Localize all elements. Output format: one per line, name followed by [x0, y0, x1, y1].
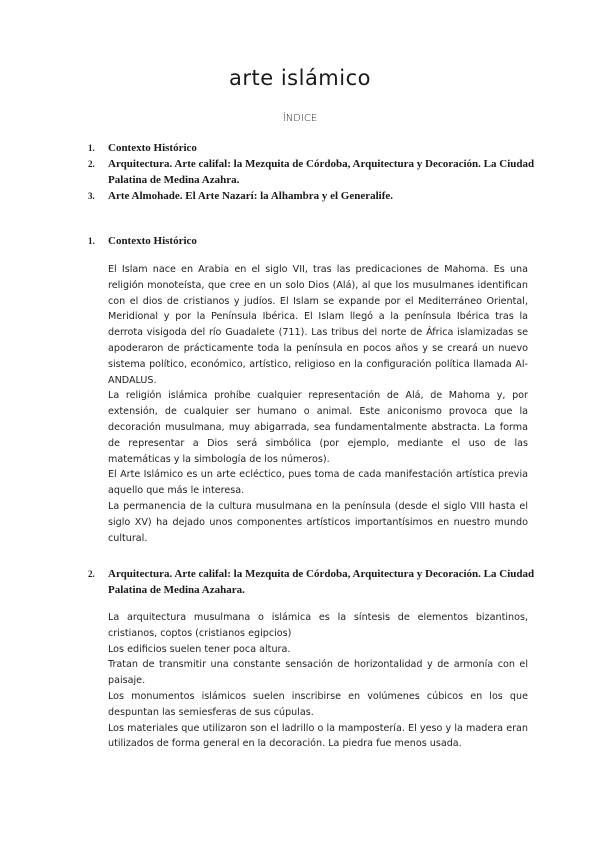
paragraph: Tratan de transmitir una constante sensación de horizontalidad y de armonía con el paisaje. [108, 659, 528, 687]
section-number: 1. [88, 236, 95, 246]
toc-text: Contexto Histórico [108, 142, 197, 154]
toc-item-1[interactable] [88, 140, 538, 156]
section-heading-text: Arquitectura. Arte califal: la Mezquita de Córdoba, Arquitectura y Decoración. La Ciudad Palatina de Medina Azahara. [108, 568, 535, 596]
toc-text: Arte Almohade. El Arte Nazarí: la Alhambra y el Generalife. [108, 190, 394, 202]
toc-number: 2. [88, 159, 95, 169]
document-title: arte islámico [229, 66, 371, 90]
section-body-1 [108, 262, 528, 546]
toc-item-3[interactable] [88, 188, 538, 204]
toc-number: 1. [88, 143, 95, 153]
paragraph: La arquitectura musulmana o islámica es la síntesis de elementos bizantinos, cristianos, coptos (cristianos egipcios) [108, 612, 528, 639]
index-label: ÍNDICE [282, 113, 318, 124]
paragraph: Los materiales que utilizaron son el ladrillo o la mampostería. El yeso y la madera eran utilizados de forma general en la decoración. La piedra fue menos usada. [108, 722, 528, 750]
toc-text: Arquitectura. Arte califal: la Mezquita de Córdoba, Arquitectura y Decoración. La Ciudad Palatina de Medina Azahra. [108, 158, 535, 186]
paragraph: La permanencia de la cultura musulmana en la península (desde el siglo VIII hasta el siglo XV) ha dejado unos componentes artísticos importantísimos en nuestro mundo cultural. [108, 500, 528, 544]
toc-item-2[interactable] [88, 156, 538, 188]
paragraph: Los edificios suelen tener poca altura. [108, 643, 291, 655]
section-heading-1 [88, 233, 538, 249]
section-body-2 [108, 610, 528, 752]
section-number: 2. [88, 569, 95, 579]
table-of-contents [88, 140, 538, 204]
toc-number: 3. [88, 191, 95, 201]
section-heading-text: Contexto Histórico [108, 235, 197, 247]
paragraph: El Islam nace en Arabia en el siglo VII, tras las predicaciones de Mahoma. Es una religión monoteísta, que cree en un solo Dios (Alá), al que los musulmanes identifican con el dios de cristianos y judíos. El Islam se expande por el Mediterráneo Oriental, Meridional y por la Península Ibérica. El Islam llegó a la península Ibérica tras la derrota visigoda del río Guadalete (711). Las tribus del norte de África islamizadas se apoderaron de prácticamente toda la península en pocos años y se creará un nuevo sistema político, económico, artístico, religioso en la configuración política llamada Al-ANDALUS. [108, 264, 528, 386]
paragraph: La religión islámica prohíbe cualquier representación de Alá, de Mahoma y, por extensión, de cualquier ser humano o animal. Este aniconismo provoca que la decoración musulmana, muy abigarrada, sea fundamentalmente abstracta. La forma de representar a Dios será simbólica (por ejemplo, mediante el uso de las matemáticas y la simbología de los números). [108, 390, 528, 465]
section-heading-2 [88, 566, 538, 598]
paragraph: El Arte Islámico es un arte ecléctico, pues toma de cada manifestación artística previa aquello que más le interesa. [108, 469, 528, 497]
paragraph: Los monumentos islámicos suelen inscribirse en volúmenes cúbicos en los que despuntan las semiesferas de sus cúpulas. [108, 690, 528, 718]
